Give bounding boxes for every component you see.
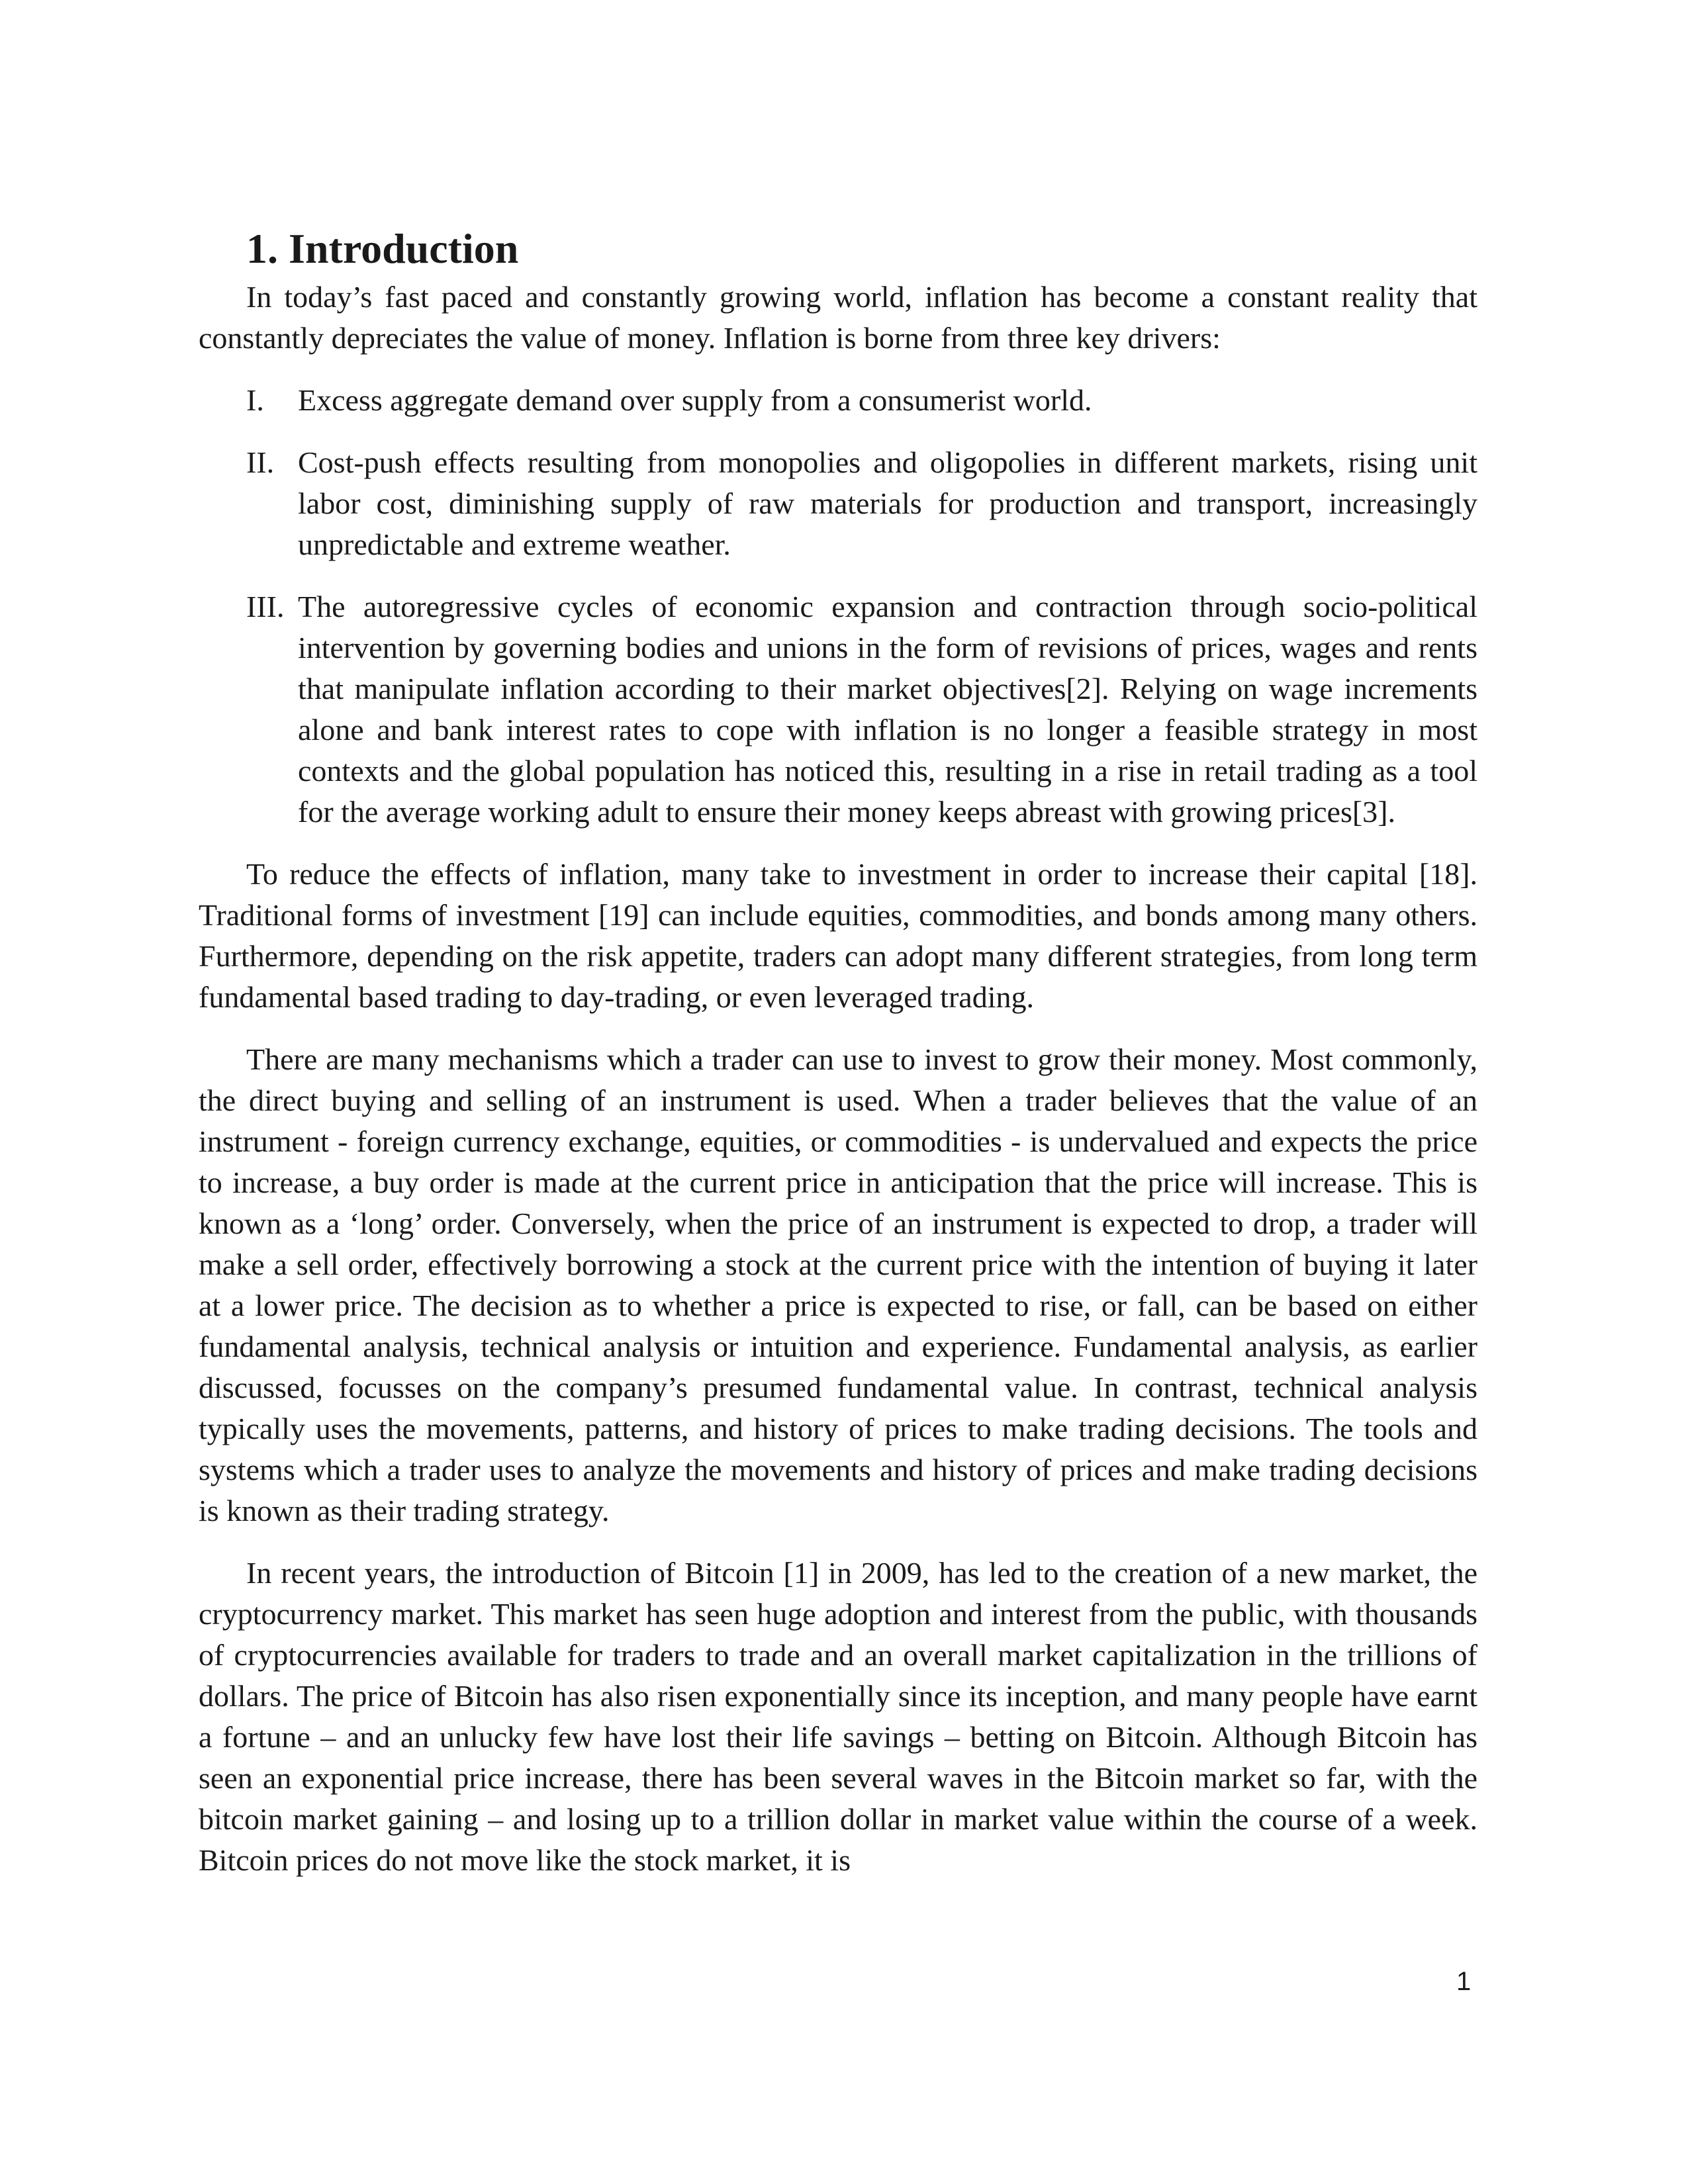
- page-body: [199, 222, 1477, 1881]
- list-marker: II.: [246, 445, 275, 479]
- section-heading: 1. Introduction: [246, 225, 519, 272]
- inflation-drivers-list: [199, 380, 1477, 833]
- paragraph-bitcoin: In recent years, the introduction of Bitcoin [1] in 2009, has led to the creation of a new market, the cryptocurrency market. This market has seen huge adoption and interest from the public, with thousands of cryptocurrencies available for traders to trade and an overall market capitalization in the trillions of dollars. The price of Bitcoin has also risen exponentially since its inception, and many people have earnt a fortune – and an unlucky few have lost their life savings – betting on Bitcoin. Although Bitcoin has seen an exponential price increase, there has been several waves in the Bitcoin market so far, with the bitcoin market gaining – and losing up to a trillion dollar in market value within the course of a week. Bitcoin prices do not move like the stock market, it is: [199, 1556, 1477, 1877]
- list-item: [199, 586, 1477, 833]
- page-number: 1: [1456, 1967, 1472, 1996]
- list-marker: III.: [246, 590, 285, 623]
- paragraph-intro: In today’s fast paced and constantly growing world, inflation has become a constant reality that constantly depreciates the value of money. Inflation is borne from three key drivers:: [199, 280, 1477, 355]
- list-item-text: The autoregressive cycles of economic expansion and contraction through socio-political intervention by governing bodies and unions in the form of revisions of prices, wages and rents that manipulate inflation according to their market objectives[2]. Relying on wage increments alone and bank interest rates to cope with inflation is no longer a feasible strategy in most contexts and the global population has noticed this, resulting in a rise in retail trading as a tool for the average working adult to ensure their money keeps abreast with growing prices[3].: [298, 590, 1477, 829]
- list-item-text: Excess aggregate demand over supply from a consumerist world.: [298, 383, 1092, 417]
- list-item: [199, 380, 1477, 421]
- list-item: [199, 442, 1477, 565]
- list-marker: I.: [246, 383, 264, 417]
- paragraph-trading-mechanisms: There are many mechanisms which a trader can use to invest to grow their money. Most commonly, the direct buying and selling of an instrument is used. When a trader believes that the value of an instrument - foreign currency exchange, equities, or commodities - is undervalued and expects the price to increase, a buy order is made at the current price in anticipation that the price will increase. This is known as a ‘long’ order. Conversely, when the price of an instrument is expected to drop, a trader will make a sell order, effectively borrowing a stock at the current price with the intention of buying it later at a lower price. The decision as to whether a price is expected to rise, or fall, can be based on either fundamental analysis, technical analysis or intuition and experience. Fundamental analysis, as earlier discussed, focusses on the company’s presumed fundamental value. In contrast, technical analysis typically uses the movements, patterns, and history of prices to make trading decisions. The tools and systems which a trader uses to analyze the movements and history of prices and make trading decisions is known as their trading strategy.: [199, 1042, 1477, 1527]
- paragraph-investment: To reduce the effects of inflation, many take to investment in order to increase their capital [18]. Traditional forms of investment [19] can include equities, commodities, and bonds among many others. Furthermore, depending on the risk appetite, traders can adopt many different strategies, from long term fundamental based trading to day-trading, or even leveraged trading.: [199, 857, 1477, 1014]
- list-item-text: Cost-push effects resulting from monopolies and oligopolies in different markets, rising unit labor cost, diminishing supply of raw materials for production and transport, increasingly unpredictable and extreme weather.: [298, 445, 1477, 561]
